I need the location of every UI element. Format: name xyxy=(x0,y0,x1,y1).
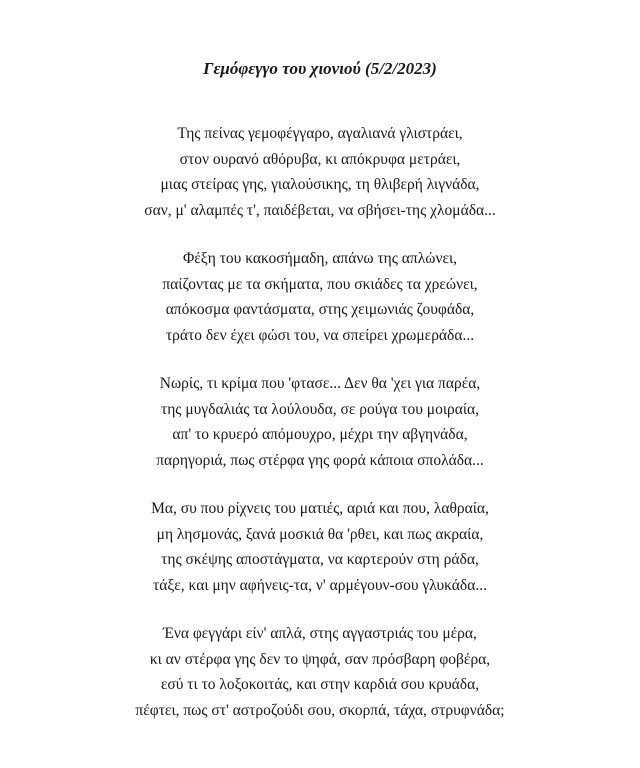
poem-line: παρηγοριά, πως στέρφα γης φορά κάποια σπολάδα... xyxy=(156,451,484,469)
poem-line: τάξε, και μην αφήνεις-τα, ν' αρμέγουν-σου γλυκάδα... xyxy=(153,576,487,594)
poem-body xyxy=(0,121,640,746)
stanza xyxy=(0,371,640,473)
poem-line: τράτο δεν έχει φώσι του, να σπείρει χρωμεράδα... xyxy=(165,326,475,344)
poem-line: της σκέψης αποστάγματα, να καρτερούν στη ράδα, xyxy=(161,551,479,568)
poem-line: Νωρίς, τι κρίμα που 'φτασε... Δεν θα 'χει για παρέα, xyxy=(159,375,481,392)
poem-line: Ένα φεγγάρι είν' απλά, στης αγγαστριάς του μέρα, xyxy=(163,625,477,642)
stanza xyxy=(0,246,640,348)
poem-line: εσύ τι το λοξοκοιτάς, και στην καρδιά σου κρυάδα, xyxy=(160,676,480,693)
poem-line: μη λησμονάς, ξανά μοσκιά θα 'ρθει, και πως ακραία, xyxy=(156,525,484,543)
poem-line: της μυγδαλιάς τα λούλουδα, σε ρούγα του μοιραία, xyxy=(160,400,480,418)
stanza xyxy=(0,496,640,598)
poem-line: Της πείνας γεμοφέγγαρο, αγαλιανά γλιστράει, xyxy=(177,125,463,142)
poem-title: Γεμόφεγγο του χιονιού (5/2/2023) xyxy=(203,59,437,78)
poem-line: Φέξη του κακοσήμαδη, απάνω της απλώνει, xyxy=(182,250,458,267)
poem-line: σαν, μ' αλαμπές τ', παιδέβεται, να σβήσει-της χλομάδα... xyxy=(144,201,496,219)
stanza xyxy=(0,121,640,223)
poem-line: πέφτει, πως στ' αστροζούδι σου, σκορπά, τάχα, στρυφνάδα; xyxy=(135,701,505,719)
poem-line: στον ουρανό αθόρυβα, κι απόκρυφα μετράει, xyxy=(179,150,461,168)
poem-line: Μα, συ που ρίχνεις του ματιές, αριά και που, λαθραία, xyxy=(151,500,489,517)
poem-line: παίζοντας με τα σκήματα, που σκιάδες τα χρεώνει, xyxy=(162,275,478,293)
stanza xyxy=(0,621,640,723)
poem-line: απόκοσμα φαντάσματα, στης χειμωνιάς ζουφάδα, xyxy=(165,301,475,318)
poem-line: κι αν στέρφα γης δεν το ψηφά, σαν πρόσβαρη φοβέρα, xyxy=(149,650,491,668)
poem-line: απ' το κρυερό απόμουχρο, μέχρι την αβγηνάδα, xyxy=(172,426,468,443)
poem-line: μιας στείρας γης, γιαλούσικης, τη θλιβερή λιγνάδα, xyxy=(160,176,480,193)
